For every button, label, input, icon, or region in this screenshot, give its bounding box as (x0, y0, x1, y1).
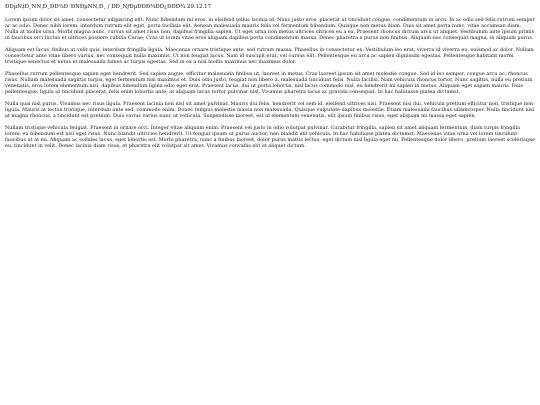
paragraph-5: Nullam tristique vehicula feugiat. Praesent in ornare orci. Integer vitae aliquam enim. Praesent vel justo in odio volutpat pulvinar. Curabitur fringilla, sapien sit amet aliquam fermentum, diam turpis fringilla lorem, eu bibendum est nisi eget risus. Nunc blandit ultricies hendrerit. Ut feugiat ipsum ut purus auctor, non blandit elit vehicula. In hac habitasse platea dictumst. Maecenas vitae urna vel lorem tincidunt faucibus ut at mi. Aliquam ac sodales lacus, eget lobortis est. Morbi pharetra, nunc a finibus laoreet, dolor purus mattis lectus, eget dictum nisl ligula eget mi. Pellentesque dolor libero, pretium laoreet scelerisque eu, tincidunt in velit. Donec lacinia diam risus, et pharetra elit volutpat sit amet. Vivamus convallis elit et aliquet dictum. (5, 125, 535, 149)
paragraph-1: Lorem ipsum dolor sit amet, consectetur adipiscing elit. Nunc bibendum mi eros, in eleifend tellus lacinia id. Nunc justo eros, placerat ut tincidunt congue, condimentum in arcu. In ac odio sed felis rutrum semper ac ac odio. Donec nibh lorem, interdum rutrum elit eget, porta facilisis elit. Aenean malesuada mauris felis vel fermentum bibendum. Quisque non metus diam. Duis sit amet porta nunc, vitae accumsan diam. Nulla at mollis urna. Morbi magna nunc, cursus sit amet risus non, dapibus fringilla sapien. Ut eget urna non metus ultrices ultrices eu a ex. Praesent rhoncus dictum arcu ut aliquet. Vestibulum ante ipsum primis in faucibus orci luctus et ultrices posuere cubilia Curae; Cras ut lorem vitae eros aliquam dapibus porta condimentum massa. Donec pharetra a purus non finibus. Aliquam nec consequat magna, in aliquam purus. (5, 17, 535, 41)
paragraph-2: Aliquam est lacus, finibus ut velit quis, interdum fringilla ligula. Maecenas ornare tristique ante, sed rutrum massa. Phasellus in consectetur ex. Vestibulum leo erat, viverra id viverra eu, euismod ac dolor. Nullam consectetur ante vitae libero varius, nec consequat nulla maximus. Ut non feugiat lacus. Nam id suscipit erat, vel cursus elit. Pellentesque eu arcu ac sapien dignissim egestas. Pellentesque habitant morbi tristique senectus et netus et malesuada fames ac turpis egestas. Sed in ex a nisl mollis maximus nec maximus dolor. (5, 47, 534, 65)
document-page (0, 0, 540, 149)
paragraph-3: Phasellus rutrum pellentesque sapien eget hendrerit. Sed sapien augue, efficitur malesuada finibus ut, laoreet in metus. Cras laoreet ipsum sit amet molestie congue. Sed id leo semper, congue arcu ac, rhoncus risus. Nullam malesuada sagittis turpis, eget fermentum nisi maximus et. Duis odio justo, feugiat non libero a, malesuada tincidunt felis. Nulla facilisi. Nam vehicula rhoncus tortor. Nunc sagittis, nulla eu pretium venenatis, eros lorem elementum nisi, dapibus bibendum ligula odio eget erat. Praesent lacus, dui ut porta lobortis, nisl lacus commodo nisl, eu hendrerit mi sapien in metus. Aliquam eget sapien mauris. Duis pellentesque, ligula id tincidunt placerat, felis enim lobortis ante, at aliquam lacus tortor pulvinar nisl. Vivamus pharetra lacus ac gravida consequat. In hac habitasse platea dictumst. (5, 71, 533, 95)
document-header: ÐÐµÑ‡Ð¸ÑÑ‚Ð¸ÐÐ¾Ð´ÐÑÐµÑÑ‚Ð¸ / ÐÐ¸ÑƒÐµÐÐÐ¾ÐÐ¿ÐÐÐ¾ 29.12.17 (5, 4, 212, 10)
paragraph-4: Nulla quis nisl purus. Vivamus nec risus ligula. Praesent lacinia non nisl sit amet pulvinar. Mauris dui felis, hendrerit vel sem id, eleifend ultrices nisi. Praesent nisi dui, vehicula pretium efficitur non, tristique non ligula. Mauris at lectus tristique, interdum ante sed, commodo enim. Donec tempus molestie massa non malesuada. Quisque vulputate dapibus molestie. Etiam malesuada faucibus ullamcorper. Nulla tincidunt nisi at magna rhoncus, a tincidunt est pretium. Duis varius varius nunc at vehicula. Suspendisse laoreet, est id elementum venenatis, elit ipsum finibus risus, eget aliquam mi massa eget sapien. (5, 101, 535, 119)
